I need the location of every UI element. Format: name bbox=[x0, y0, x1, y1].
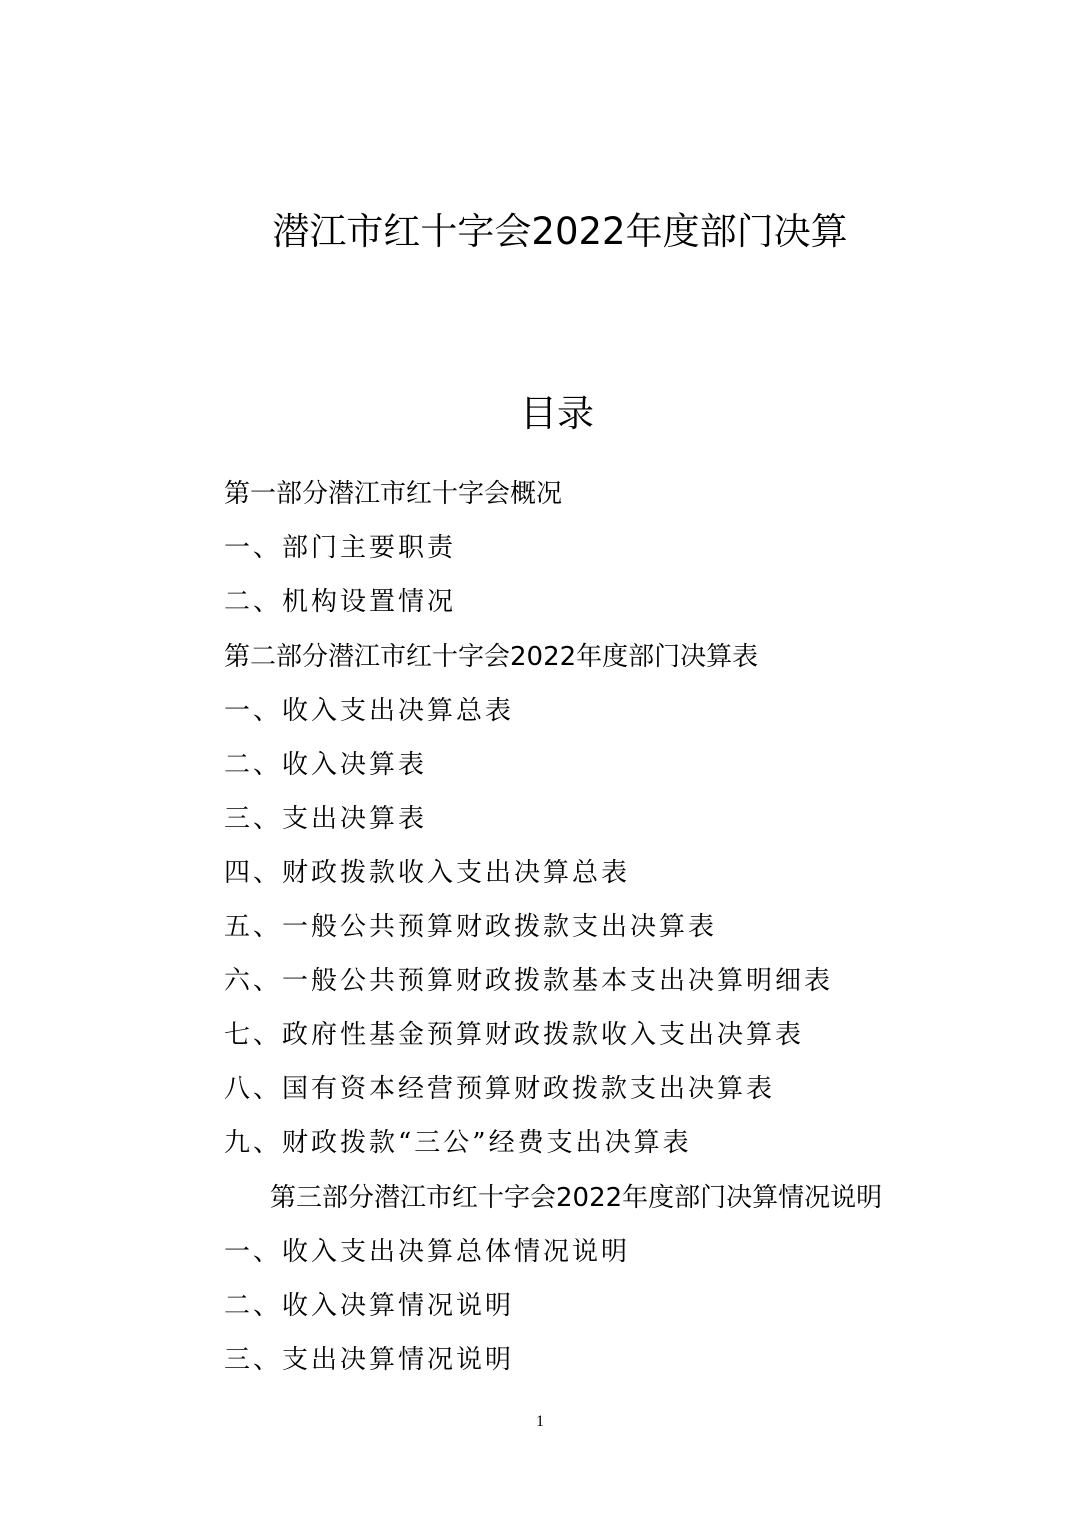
toc-item: 五、一般公共预算财政拨款支出决算表 bbox=[224, 912, 718, 942]
toc-part-3-heading: 第三部分潜江市红十字会2022年度部门决算情况说明 bbox=[270, 1183, 883, 1213]
toc-part-1-heading: 第一部分潜江市红十字会概况 bbox=[224, 479, 563, 509]
page-number: 1 bbox=[536, 1413, 544, 1430]
toc-item: 八、国有资本经营预算财政拨款支出决算表 bbox=[224, 1074, 776, 1104]
toc-item: 一、部门主要职责 bbox=[224, 533, 457, 563]
toc-item: 九、财政拨款“三公”经费支出决算表 bbox=[224, 1128, 692, 1158]
toc-item: 三、支出决算情况说明 bbox=[224, 1345, 515, 1375]
toc-item: 一、收入支出决算总表 bbox=[224, 696, 515, 726]
toc-item: 二、机构设置情况 bbox=[224, 587, 457, 617]
toc-item: 三、支出决算表 bbox=[224, 804, 428, 834]
toc-heading: 目录 bbox=[520, 392, 594, 435]
toc-item: 一、收入支出决算总体情况说明 bbox=[224, 1237, 631, 1267]
toc-item: 七、政府性基金预算财政拨款收入支出决算表 bbox=[224, 1020, 805, 1050]
toc-item: 六、一般公共预算财政拨款基本支出决算明细表 bbox=[224, 966, 834, 996]
toc-item: 四、财政拨款收入支出决算总表 bbox=[224, 858, 631, 888]
toc-item: 二、收入决算情况说明 bbox=[224, 1291, 515, 1321]
toc-part-2-heading: 第二部分潜江市红十字会2022年度部门决算表 bbox=[224, 642, 759, 672]
document-title: 潜江市红十字会2022年度部门决算 bbox=[272, 210, 848, 253]
toc-item: 二、收入决算表 bbox=[224, 750, 428, 780]
